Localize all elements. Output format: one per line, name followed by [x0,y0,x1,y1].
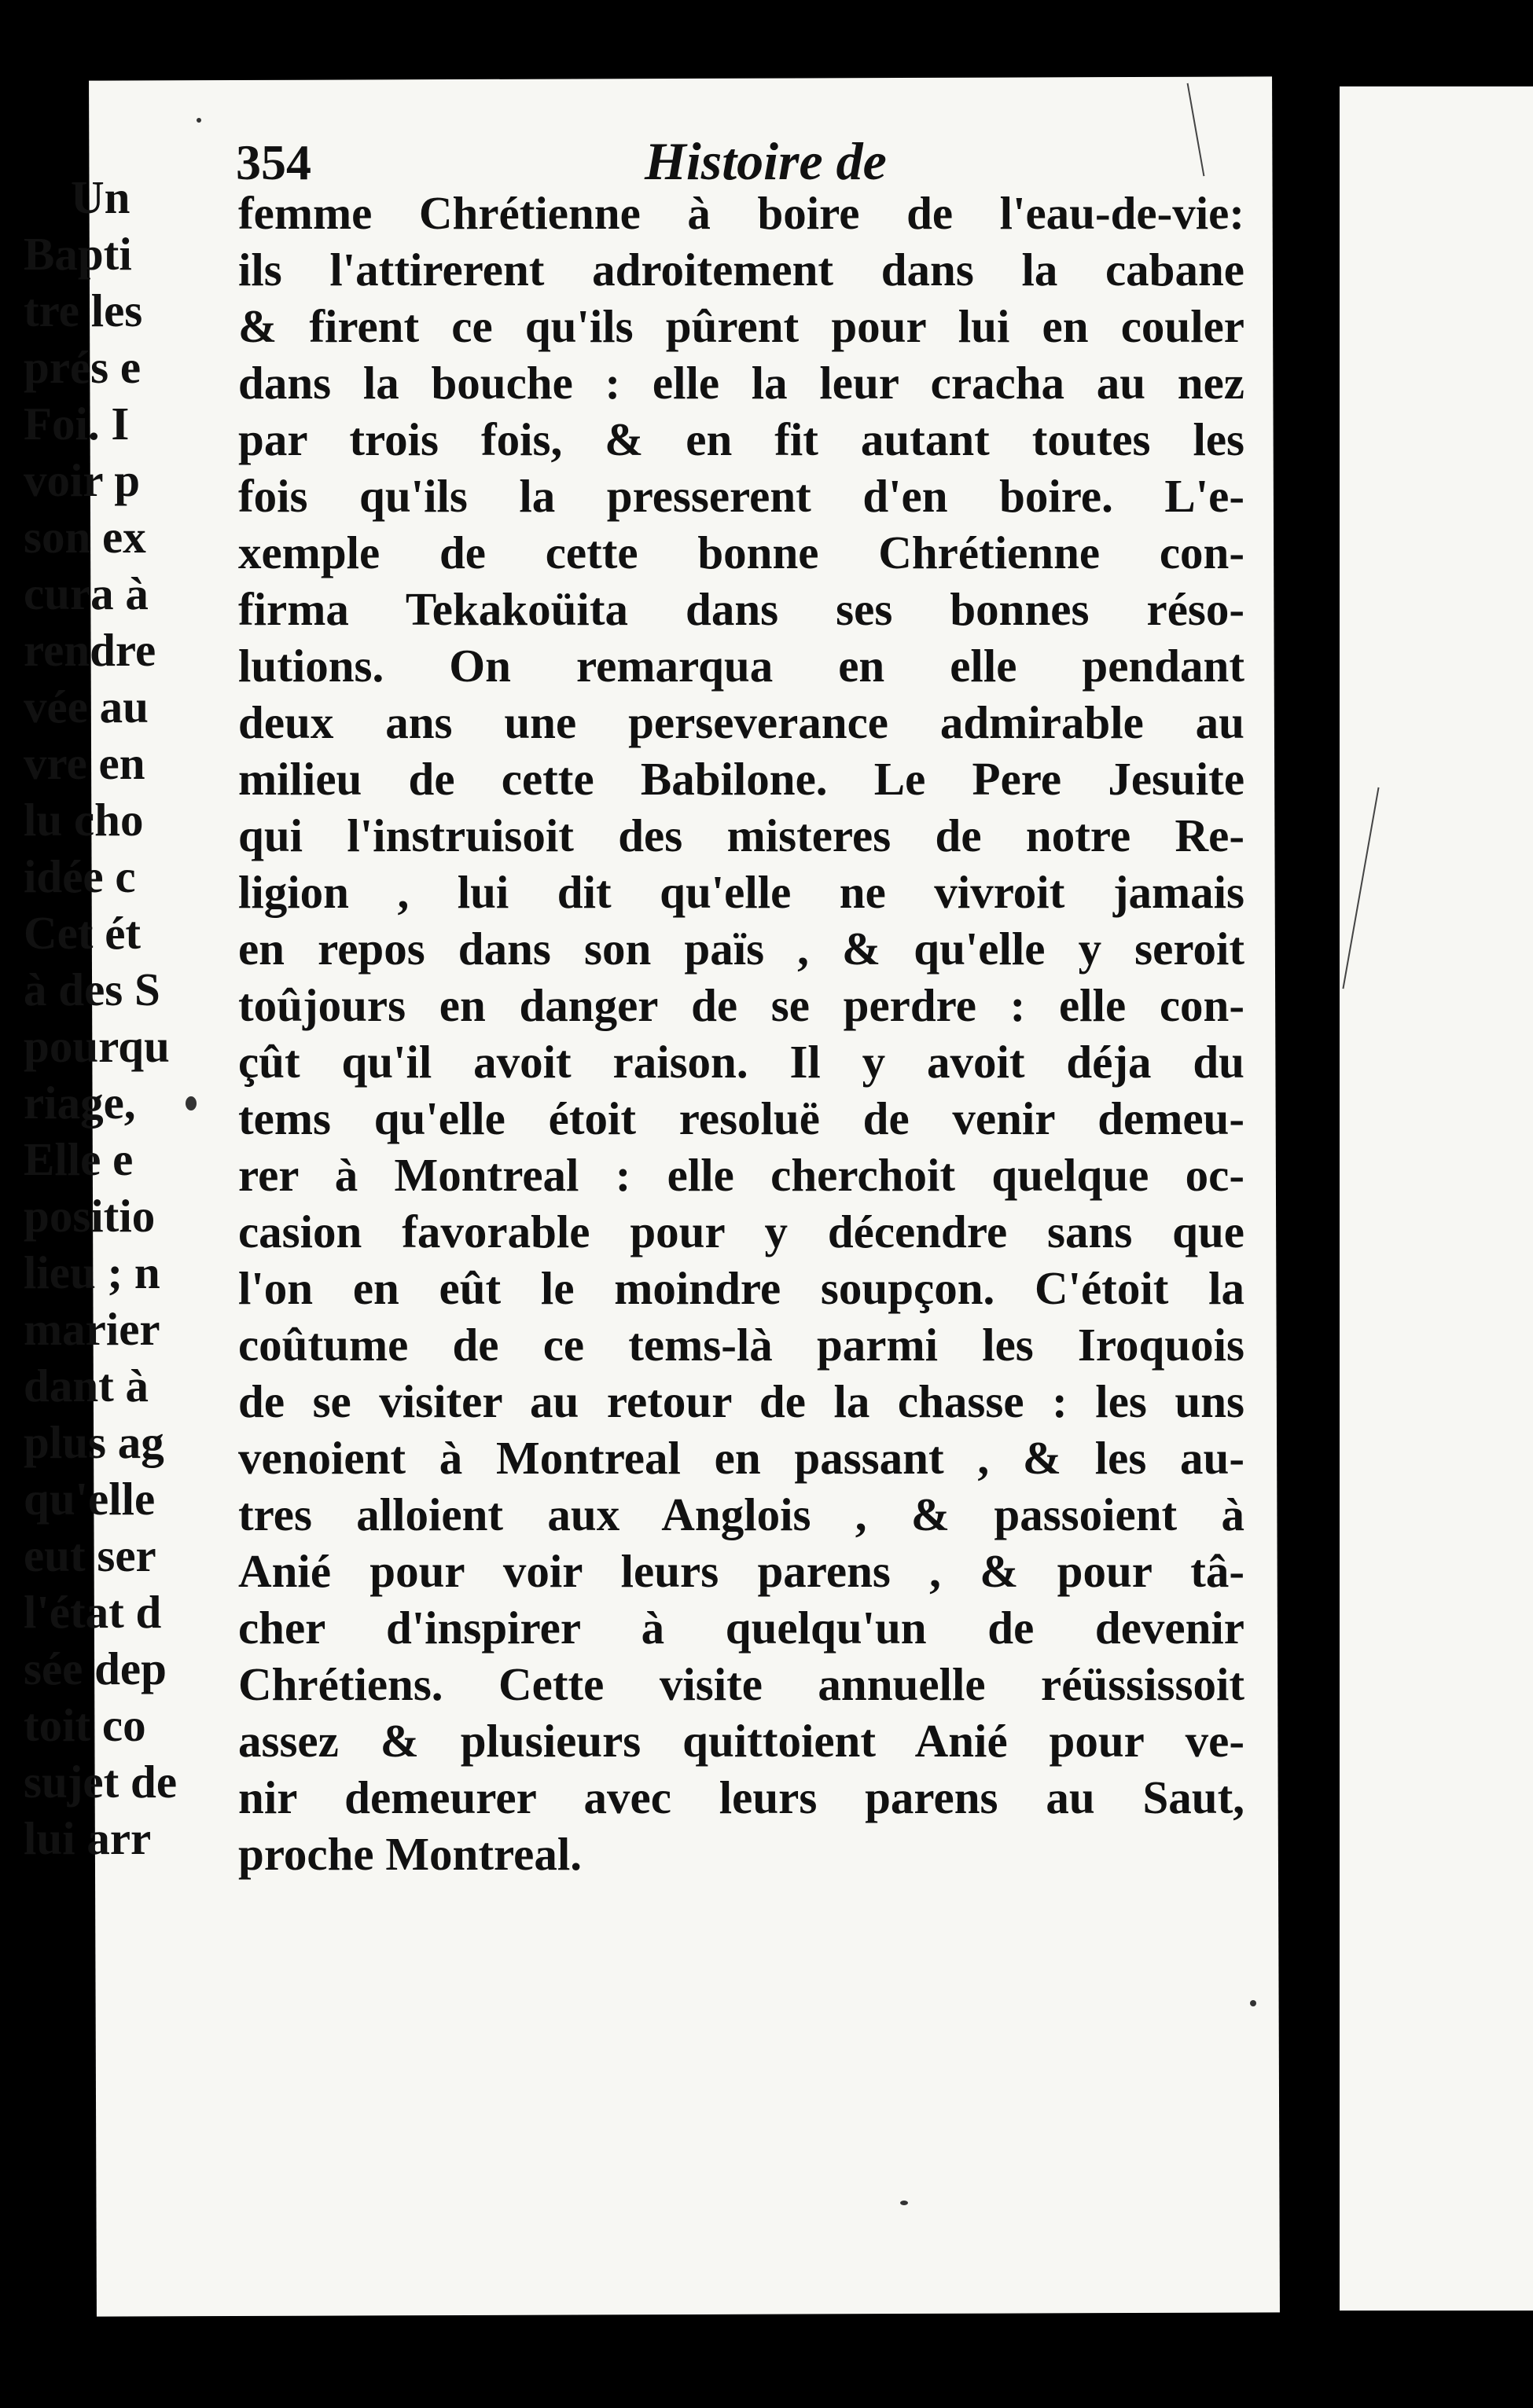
text-line: qu'elle [24,1473,156,1525]
text-line: toûjours en danger de se perdre : elle con- [238,979,1244,1031]
text-line: cura à [24,567,149,619]
text-line: pourqu [24,1020,170,1072]
text-line: dans la bouche : elle la leur cracha au nez [238,357,1244,409]
text-line: rendre [24,624,156,676]
text-line: casion favorable pour y décendre sans que [238,1206,1244,1257]
text-line: fois qu'ils la presserent d'en boire. L'e- [238,470,1244,522]
text-line: vée au [24,681,149,732]
text-line: l'on en eût le moindre soupçon. C'étoit la [238,1262,1244,1314]
text-line: tre les [24,284,143,336]
text-line: femme Chrétienne à boire de l'eau-de-vie: [238,187,1244,239]
text-line: venoient à Montreal en passant , & les au- [238,1432,1244,1484]
text-line: milieu de cette Babilone. Le Pere Jesuite [238,753,1244,805]
text-line: voir p [24,454,141,506]
text-line: son ex [24,511,146,563]
right-page-text [24,169,228,1867]
text-line: marier [24,1303,160,1355]
text-line: de se visiter au retour de la chasse : les uns [238,1375,1244,1427]
text-line: lu cho [24,794,144,846]
text-line: plus ag [24,1416,164,1468]
text-line: tres alloient aux Anglois , & passoient à [238,1488,1244,1540]
page-number: 354 [236,134,311,190]
text-line: proche Montreal. [238,1828,582,1880]
text-line: nir demeurer avec leurs parens au Saut, [238,1771,1244,1823]
text-line: l'état d [24,1586,162,1638]
text-line: & firent ce qu'ils pûrent pour lui en couler [238,300,1244,352]
text-line: deux ans une perseverance admirable au [238,696,1244,748]
text-line: à des S [24,964,160,1015]
text-line: qui l'instruisoit des misteres de notre Re- [238,809,1244,861]
text-line: Cet ét [24,907,142,959]
text-line: Foi. I [24,398,130,450]
text-line: Bapti [24,228,132,280]
text-line: Chrétiens. Cette visite annuelle réüssissoit [238,1658,1244,1710]
text-line: xemple de cette bonne Chrétienne con- [238,527,1244,578]
right-page [1340,86,1533,2311]
scan-speck [197,118,201,123]
body-text [238,185,1244,1882]
text-line: eut ser [24,1529,156,1581]
text-line: rer à Montreal : elle cherchoit quelque oc- [238,1149,1244,1201]
text-line: Anié pour voir leurs parens , & pour tâ- [238,1545,1244,1597]
text-line: tems qu'elle étoit resoluë de venir demeu- [238,1092,1244,1144]
text-line: Un [71,171,131,223]
text-line: Elle e [24,1133,134,1185]
scan-speck [900,2201,908,2205]
text-line: vre en [24,737,145,789]
text-line: riage, [24,1077,136,1129]
text-line: positio [24,1190,156,1242]
text-line: sée dep [24,1643,167,1694]
text-line: lutions. On remarqua en elle pendant [238,640,1244,692]
text-line: prés e [24,341,142,393]
text-line: coûtume de ce tems-là parmi les Iroquois [238,1319,1244,1371]
text-line: ligion , lui dit qu'elle ne vivroit jamais [238,866,1244,918]
text-line: lieu ; n [24,1246,160,1298]
running-title: Histoire de [645,131,887,191]
text-line: toit co [24,1699,146,1751]
text-line: assez & plusieurs quittoient Anié pour ve- [238,1715,1244,1767]
text-line: çût qu'il avoit raison. Il y avoit déja du [238,1036,1244,1088]
text-line: sujet de [24,1756,178,1808]
text-line: en repos dans son païs , & qu'elle y seroit [238,923,1244,975]
text-line: idée c [24,850,136,902]
scan-speck [1250,2000,1256,2006]
text-line: cher d'inspirer à quelqu'un de devenir [238,1602,1244,1654]
text-line: ils l'attirerent adroitement dans la cabane [238,244,1244,295]
text-line: par trois fois, & en fit autant toutes les [238,413,1244,465]
scan-speck [186,1096,197,1110]
text-line: lui arr [24,1812,152,1864]
text-line: dant à [24,1360,149,1411]
text-line: firma Tekakoüita dans ses bonnes réso- [238,583,1244,635]
